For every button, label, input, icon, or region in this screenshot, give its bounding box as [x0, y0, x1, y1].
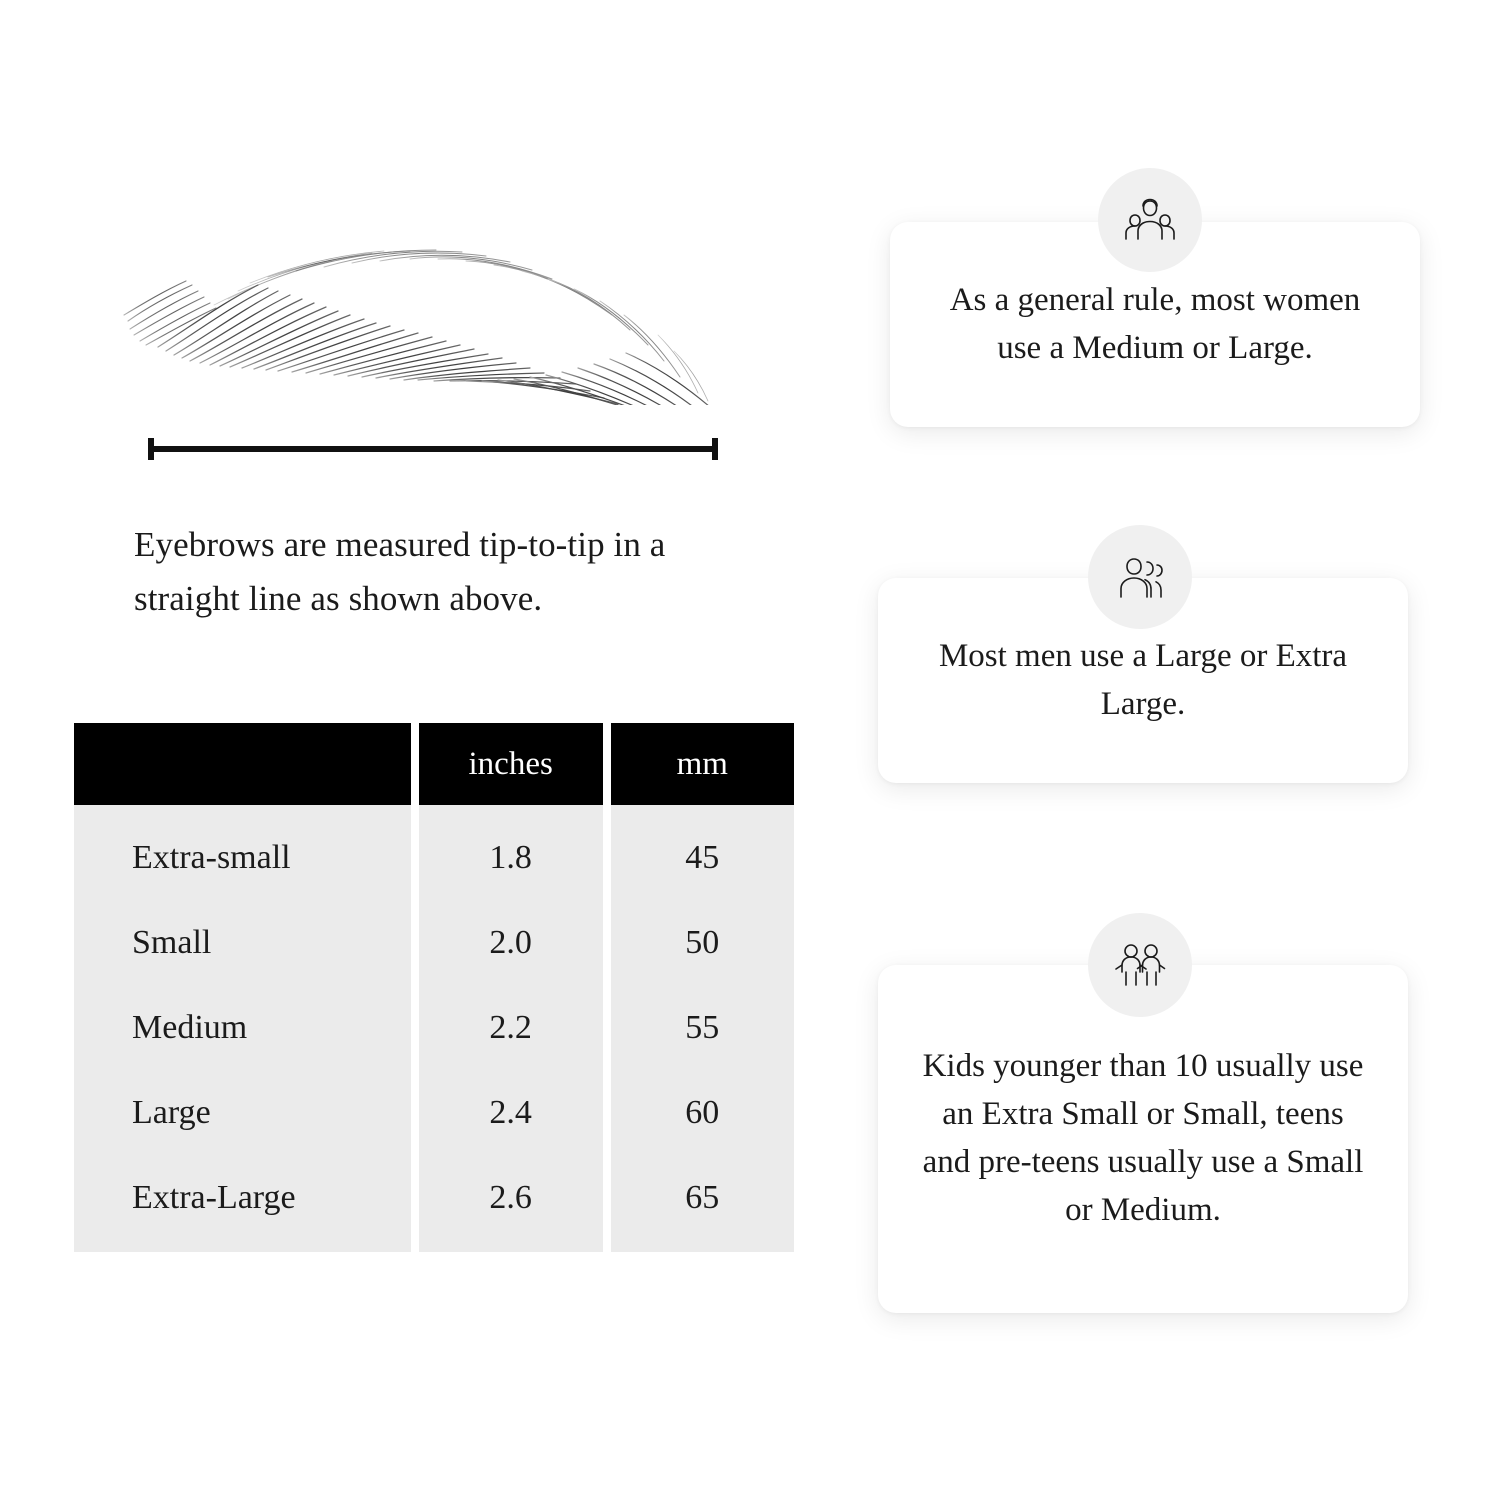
table-header-inches: inches [419, 723, 603, 805]
kids-icon [1088, 913, 1192, 1017]
note-text-women: As a general rule, most women use a Medium or Large. [949, 281, 1361, 366]
table-spacer [603, 985, 611, 1070]
table-spacer [411, 900, 419, 985]
note-text-kids: Kids younger than 10 usually use an Extra Small or Small, teens and pre-teens usually use a Small or Medium. [922, 1048, 1364, 1228]
eyebrow-illustration [118, 225, 738, 405]
table-spacer [411, 1070, 419, 1155]
row-size-name: Extra-Large [74, 1155, 411, 1252]
row-inches-value: 2.0 [419, 900, 603, 985]
table-spacer [411, 1155, 419, 1252]
table-spacer [603, 900, 611, 985]
table-spacer [603, 1155, 611, 1252]
table-body [74, 805, 794, 1252]
row-size-name: Large [74, 1070, 411, 1155]
table-spacer [411, 805, 419, 900]
measurement-line [148, 446, 718, 452]
row-mm-value: 55 [611, 985, 794, 1070]
row-mm-value: 65 [611, 1155, 794, 1252]
row-size-name: Medium [74, 985, 411, 1070]
right-column [830, 0, 1500, 1500]
measurement-bar [148, 438, 718, 460]
table-header-blank [74, 723, 411, 805]
row-mm-value: 45 [611, 805, 794, 900]
table-spacer [411, 985, 419, 1070]
measurement-cap-right [712, 438, 718, 460]
row-inches-value: 2.6 [419, 1155, 603, 1252]
table-row [74, 900, 794, 985]
row-inches-value: 2.4 [419, 1070, 603, 1155]
row-size-name: Extra-small [74, 805, 411, 900]
size-chart-table [74, 723, 794, 1252]
note-card-kids [878, 965, 1408, 1313]
table-row [74, 985, 794, 1070]
row-mm-value: 60 [611, 1070, 794, 1155]
table-spacer [603, 805, 611, 900]
row-mm-value: 50 [611, 900, 794, 985]
table-spacer [603, 1070, 611, 1155]
row-inches-value: 2.2 [419, 985, 603, 1070]
table-row [74, 1155, 794, 1252]
table-spacer [411, 723, 419, 805]
table-header-mm: mm [611, 723, 794, 805]
table-spacer [603, 723, 611, 805]
table-row [74, 805, 794, 900]
women-group-icon [1098, 168, 1202, 272]
men-group-icon [1088, 525, 1192, 629]
row-inches-value: 1.8 [419, 805, 603, 900]
row-size-name: Small [74, 900, 411, 985]
measurement-caption: Eyebrows are measured tip-to-tip in a straight line as shown above. [134, 525, 666, 619]
table-header-row [74, 723, 794, 805]
note-text-men: Most men use a Large or Extra Large. [938, 637, 1348, 722]
table-header [74, 723, 794, 805]
table-row [74, 1070, 794, 1155]
